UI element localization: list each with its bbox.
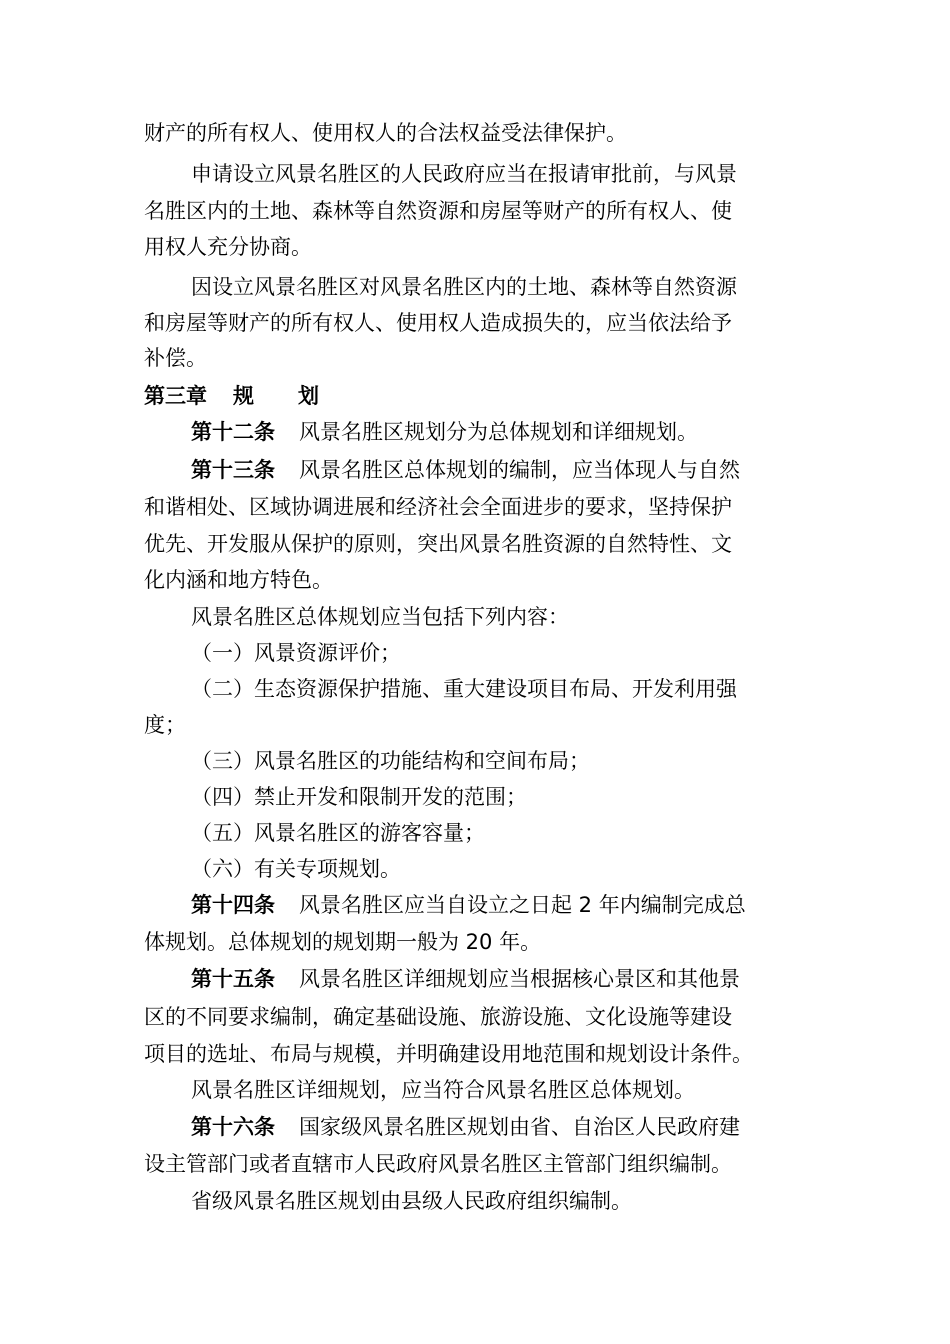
text-line: 补偿。	[144, 346, 207, 370]
article-text: 风景名胜区详细规划应当根据核心景区和其他景	[299, 967, 740, 991]
article-label: 第十六条	[191, 1115, 275, 1139]
chapter-heading	[144, 381, 808, 411]
list-item: （三）风景名胜区的功能结构和空间布局；	[191, 749, 590, 773]
article-13	[191, 455, 808, 485]
text-line: 财产的所有权人、使用权人的合法权益受法律保护。	[144, 121, 627, 145]
article-14	[191, 890, 808, 920]
article-12	[191, 417, 808, 447]
text-line: 区的不同要求编制，确定基础设施、旅游设施、文化设施等建设	[144, 1005, 732, 1029]
text-line: 体规划。总体规划的规划期一般为 20 年。	[144, 930, 542, 954]
paragraph-first-line: 风景名胜区详细规划，应当符合风景名胜区总体规划。	[191, 1078, 695, 1102]
paragraph-first-line: 因设立风景名胜区对风景名胜区内的土地、森林等自然资源	[191, 275, 737, 299]
text-line: 优先、开发服从保护的原则，突出风景名胜资源的自然特性、文	[144, 532, 732, 556]
text-line: 设主管部门或者直辖市人民政府风景名胜区主管部门组织编制。	[144, 1152, 732, 1176]
article-label: 第十三条	[191, 458, 275, 482]
chapter-title-char: 划	[298, 384, 319, 408]
list-item: （二）生态资源保护措施、重大建设项目布局、开发利用强	[191, 677, 737, 701]
article-text: 国家级风景名胜区规划由省、自治区人民政府建	[299, 1115, 740, 1139]
list-item: （四）禁止开发和限制开发的范围；	[191, 785, 527, 809]
article-label: 第十四条	[191, 893, 275, 917]
text-line: 和房屋等财产的所有权人、使用权人造成损失的，应当依法给予	[144, 311, 732, 335]
article-16	[191, 1112, 808, 1142]
chapter-title-char: 规	[233, 384, 254, 408]
chapter-label: 第三章	[144, 384, 207, 408]
article-text: 风景名胜区规划分为总体规划和详细规划。	[299, 420, 698, 444]
article-text: 风景名胜区总体规划的编制，应当体现人与自然	[299, 458, 740, 482]
text-line: 名胜区内的土地、森林等自然资源和房屋等财产的所有权人、使	[144, 199, 732, 223]
article-text: 风景名胜区应当自设立之日起 2 年内编制完成总	[299, 893, 746, 917]
list-item: （六）有关专项规划。	[191, 857, 401, 881]
text-line: 和谐相处、区域协调进展和经济社会全面进步的要求，坚持保护	[144, 495, 732, 519]
text-line: 项目的选址、布局与规模，并明确建设用地范围和规划设计条件。	[144, 1042, 753, 1066]
text-line: 度；	[144, 713, 186, 737]
paragraph-first-line: 申请设立风景名胜区的人民政府应当在报请审批前，与风景	[191, 162, 737, 186]
text-line: 化内涵和地方特色。	[144, 568, 333, 592]
text-line: 用权人充分协商。	[144, 235, 312, 259]
article-15	[191, 964, 808, 994]
article-label: 第十二条	[191, 420, 275, 444]
paragraph-first-line: 省级风景名胜区规划由县级人民政府组织编制。	[191, 1189, 632, 1213]
article-label: 第十五条	[191, 967, 275, 991]
list-item: （五）风景名胜区的游客容量；	[191, 821, 485, 845]
list-item: （一）风景资源评价；	[191, 641, 401, 665]
paragraph-first-line: 风景名胜区总体规划应当包括下列内容：	[191, 605, 569, 629]
